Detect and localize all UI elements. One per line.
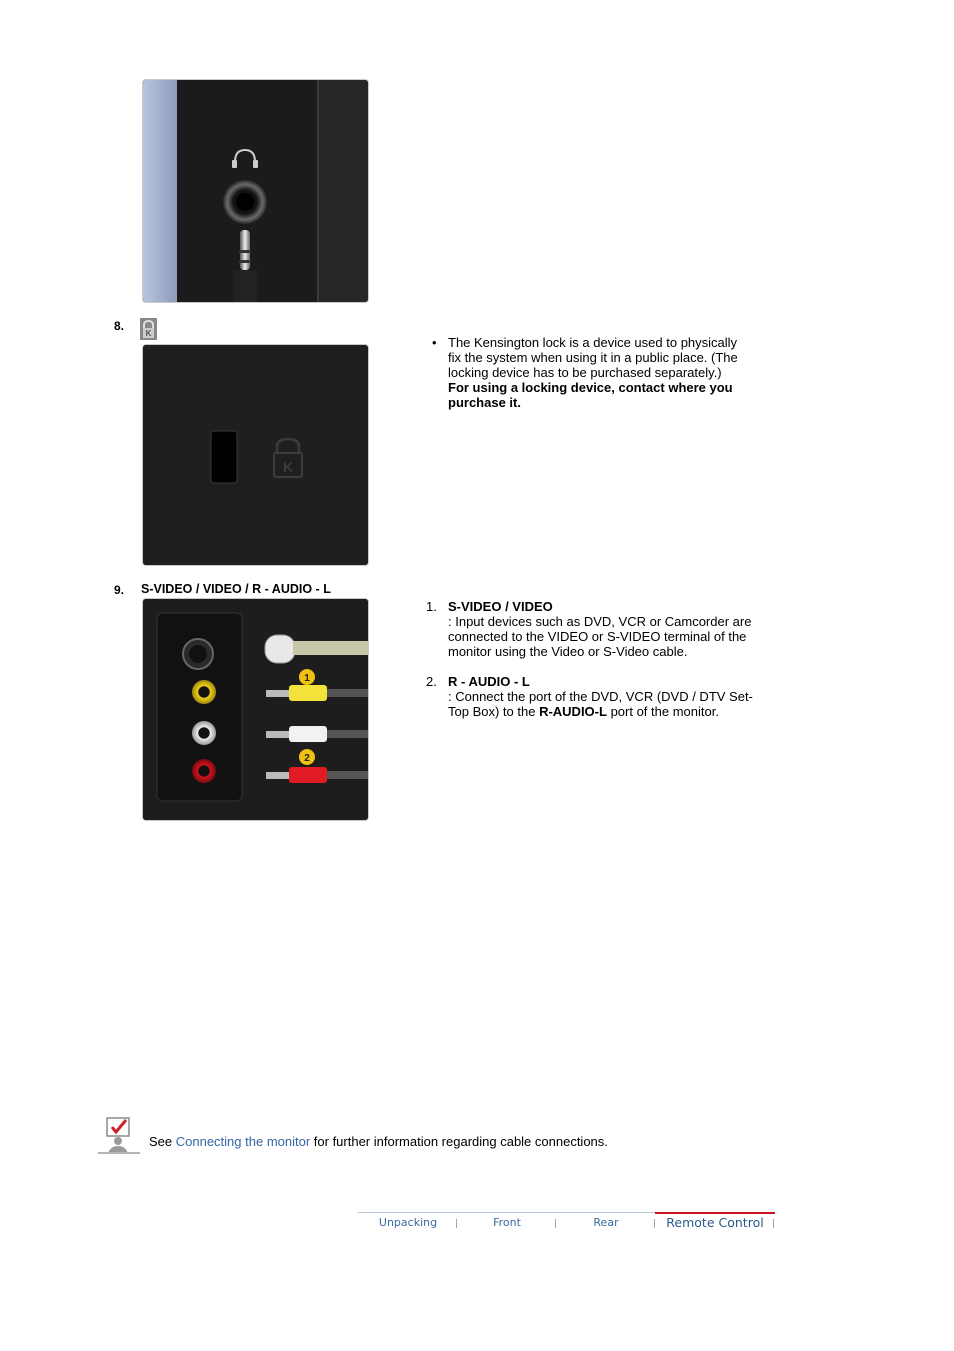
note-suffix: for further information regarding cable connections. — [310, 1134, 608, 1149]
list-item-text: : Connect the port of the DVD, VCR (DVD / DTV Set-Top Box) to the — [448, 689, 753, 719]
list-item-bold: R-AUDIO-L — [539, 704, 607, 719]
kensington-lock-photo — [142, 344, 369, 566]
note-checkmark-icon — [96, 1117, 142, 1155]
list-item-title: R - AUDIO - L — [448, 674, 530, 689]
kensington-bold-text: For using a locking device, contact where you purchase it. — [448, 380, 733, 410]
connecting-monitor-link[interactable]: Connecting the monitor — [175, 1134, 311, 1149]
kensington-description — [432, 335, 752, 410]
tab-rear[interactable]: Rear — [593, 1216, 619, 1229]
nav-separator — [773, 1219, 774, 1228]
svg-text:K: K — [145, 329, 152, 338]
item-9-title: S-VIDEO / VIDEO / R - AUDIO - L — [141, 582, 331, 596]
list-item-title: S-VIDEO / VIDEO — [448, 599, 553, 614]
photo-badge-2: 2 — [304, 753, 310, 764]
kensington-text: The Kensington lock is a device used to physically fix the system when using it in a public place. (The locking device has to be purchased separately.) — [448, 335, 738, 380]
av-connectors-illustration — [143, 599, 368, 820]
av-list-item-1 — [426, 599, 756, 659]
note-text — [149, 1134, 608, 1149]
list-number: 2. — [426, 674, 437, 689]
tab-remote-control[interactable]: Remote Control — [666, 1215, 764, 1230]
headphone-jack-photo — [142, 79, 369, 303]
item-8-number: 8. — [114, 319, 125, 333]
av-list-item-2 — [426, 674, 756, 719]
note-prefix: See — [149, 1134, 176, 1149]
tab-unpacking[interactable]: Unpacking — [378, 1216, 438, 1229]
list-number: 1. — [426, 599, 437, 614]
tab-front[interactable]: Front — [493, 1216, 521, 1229]
av-input-photo — [142, 598, 369, 821]
av-description — [426, 599, 756, 719]
kensington-lock-icon — [140, 318, 157, 340]
kensington-slot-illustration — [143, 345, 368, 565]
list-item-text-end: port of the monitor. — [606, 704, 719, 719]
bullet-dot: • — [432, 335, 437, 350]
list-item-text: : Input devices such as DVD, VCR or Camcorder are connected to the VIDEO or S-VIDEO terminal of the monitor using the Video or S-Video cable. — [448, 614, 752, 659]
photo-badge-1: 1 — [304, 673, 310, 684]
headphone-jack-illustration — [143, 80, 368, 302]
svg-text:K: K — [282, 459, 294, 475]
item-9-number: 9. — [114, 583, 125, 597]
